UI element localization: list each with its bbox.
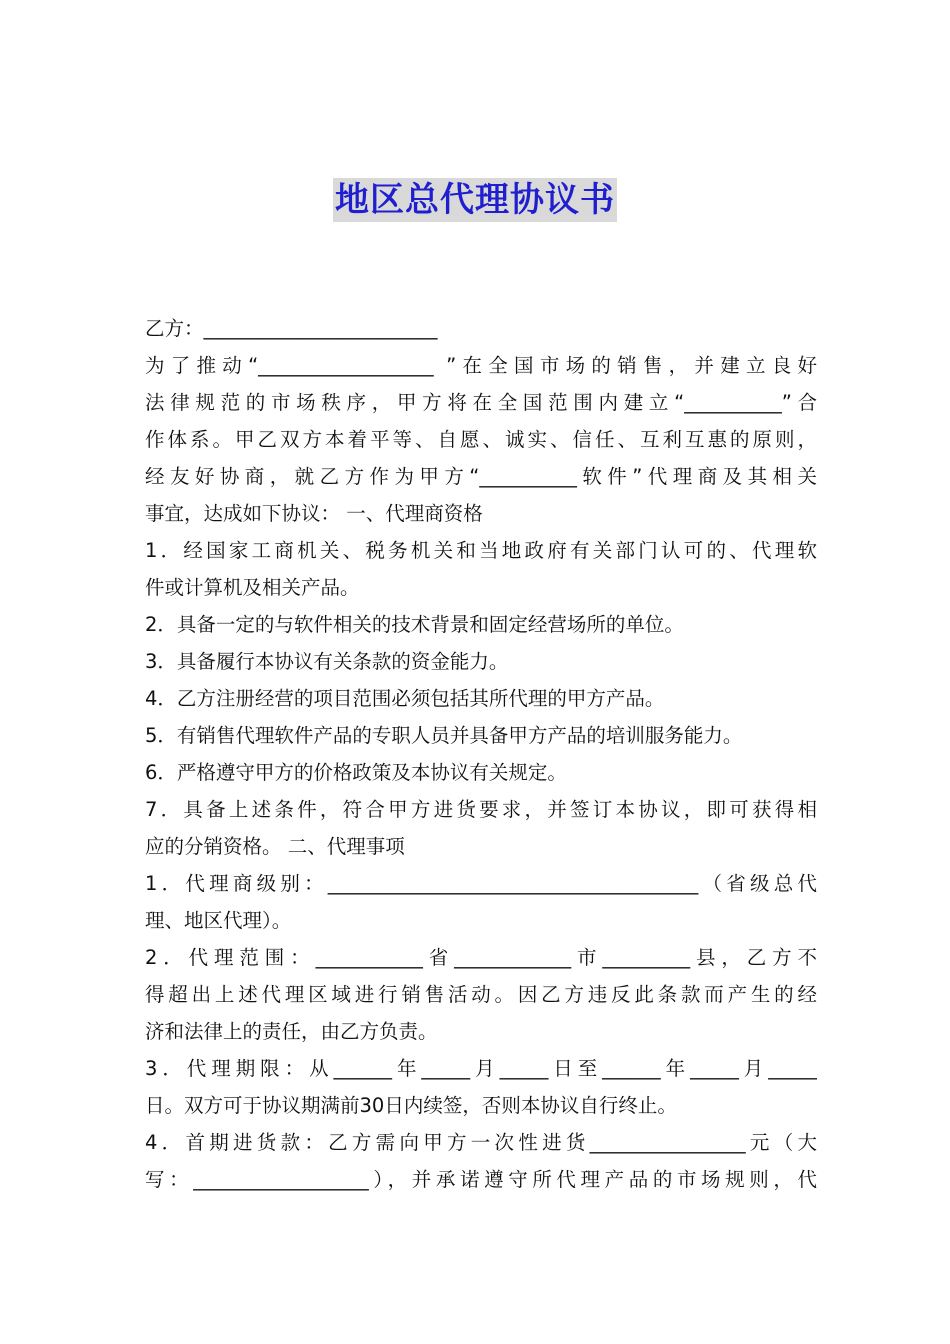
party-b-line: 乙方：________________________	[145, 317, 438, 340]
clause-line: 5．有销售代理软件产品的专职人员并具备甲方产品的培训服务能力。	[145, 724, 743, 747]
document-title-block	[0, 178, 950, 222]
clause-line: 1．代理商级别：______________________________________（省级总代	[145, 872, 817, 895]
clause-line: 日。双方可于协议期满前30日内续签，否则本协议自行终止。	[145, 1094, 677, 1117]
clause-line: 6．严格遵守甲方的价格政策及本协议有关规定。	[145, 761, 567, 784]
document-body	[145, 310, 817, 1198]
clause-line: 7．具备上述条件，符合甲方进货要求，并签订本协议，即可获得相	[145, 798, 817, 821]
paragraph-line: 为了推动“__________________ ”在全国市场的销售，并建立良好	[145, 354, 817, 377]
clause-line: 3．代理期限：从______年_____月_____日至______年_____月_____	[145, 1057, 817, 1080]
clause-line: 得超出上述代理区域进行销售活动。因乙方违反此条款而产生的经	[145, 983, 817, 1006]
paragraph-line: 经友好协商，就乙方作为甲方“__________软件”代理商及其相关	[145, 465, 817, 488]
clause-line: 3．具备履行本协议有关条款的资金能力。	[145, 650, 509, 673]
clause-line: 2．代理范围：___________省____________市_________县，乙方不	[145, 946, 817, 969]
paragraph-line: 事宜，达成如下协议： 一、代理商资格	[145, 502, 483, 525]
clause-line: 4．首期进货款：乙方需向甲方一次性进货________________元（大	[145, 1131, 817, 1154]
clause-line: 理、地区代理）。	[145, 909, 292, 932]
paragraph-line: 作体系。甲乙双方本着平等、自愿、诚实、信任、互利互惠的原则，	[145, 428, 817, 451]
clause-line: 济和法律上的责任，由乙方负责。	[145, 1020, 438, 1043]
document-title: 地区总代理协议书	[335, 180, 615, 220]
clause-line: 4．乙方注册经营的项目范围必须包括其所代理的甲方产品。	[145, 687, 665, 710]
clause-line: 应的分销资格。 二、代理事项	[145, 835, 405, 858]
clause-line: 2．具备一定的与软件相关的技术背景和固定经营场所的单位。	[145, 613, 684, 636]
clause-line: 1．经国家工商机关、税务机关和当地政府有关部门认可的、代理软	[145, 539, 817, 562]
clause-line: 写：__________________），并承诺遵守所代理产品的市场规则，代	[145, 1168, 817, 1191]
clause-line: 件或计算机及相关产品。	[145, 576, 360, 599]
paragraph-line: 法律规范的市场秩序，甲方将在全国范围内建立“__________”合	[145, 391, 817, 414]
